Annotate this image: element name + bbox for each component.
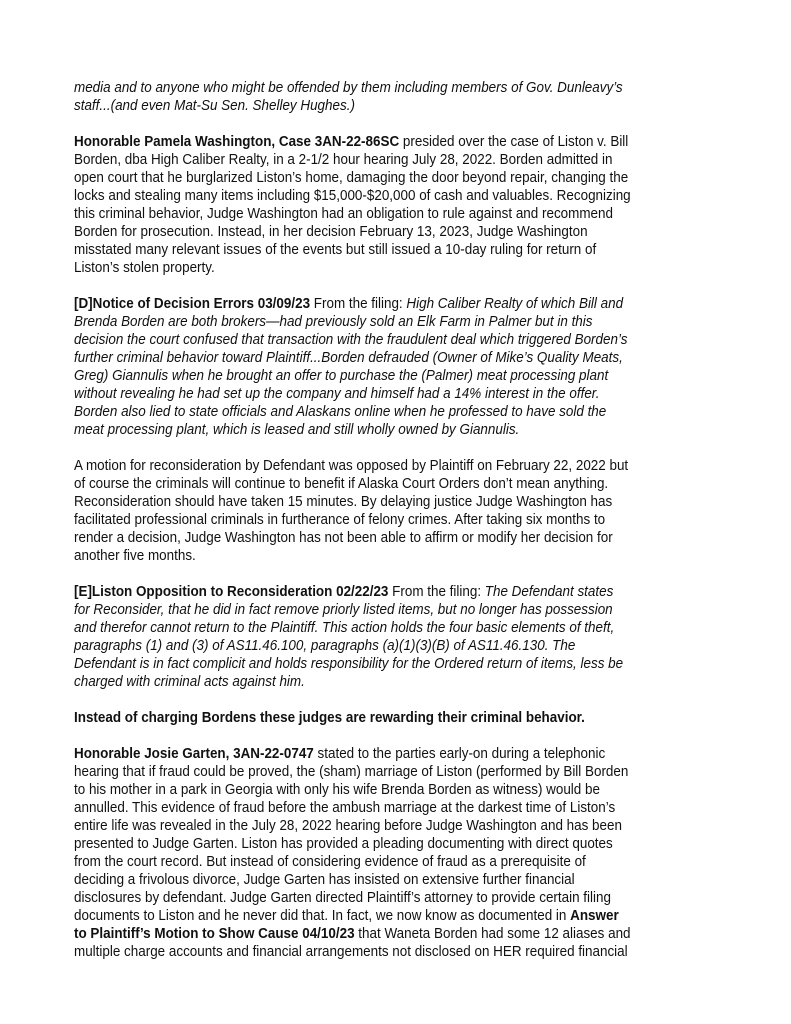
text-line bbox=[74, 349, 631, 367]
italic-quote-text: further criminal behavior toward Plaintiff...Borden defrauded (Owner of Mike’s Quality Meats, bbox=[74, 349, 623, 366]
body-text: facilitated professional criminals in furtherance of felony crimes. After taking six months to bbox=[74, 511, 606, 528]
paragraph-media-continuation bbox=[74, 79, 631, 115]
text-line bbox=[74, 781, 631, 799]
text-line bbox=[74, 331, 631, 349]
text-line bbox=[74, 475, 631, 493]
body-text: render a decision, Judge Washington has not been able to affirm or modify her decision for bbox=[74, 529, 613, 546]
body-text: Reconsideration should have taken 15 minutes. By delaying justice Judge Washington has bbox=[74, 493, 613, 510]
italic-quote-text: Borden also lied to state officials and Alaskans online when he professed to have sold the bbox=[74, 403, 607, 420]
text-line bbox=[74, 223, 631, 241]
body-text: to his mother in a park in Georgia with only his wife Brenda Borden as witness) would be bbox=[74, 781, 600, 798]
bold-text: [E]Liston Opposition to Reconsideration 02/22/23 bbox=[74, 583, 389, 600]
text-line bbox=[74, 835, 631, 853]
italic-quote-text: without revealing he had set up the company and himself had a 14% interest in the offer. bbox=[74, 385, 600, 402]
italic-quote-text: High Caliber Realty of which Bill and bbox=[406, 295, 624, 312]
body-text: deciding a frivolous divorce, Judge Garten has insisted on extensive further financial bbox=[74, 871, 575, 888]
text-line bbox=[74, 421, 631, 439]
body-text: presided over the case of Liston v. Bill bbox=[399, 133, 629, 150]
body-text: stated to the parties early-on during a telephonic bbox=[313, 745, 606, 762]
text-line bbox=[74, 583, 631, 601]
text-line bbox=[74, 943, 631, 961]
text-line bbox=[74, 817, 631, 835]
text-line bbox=[74, 925, 631, 943]
text-line bbox=[74, 871, 631, 889]
body-text: disclosures by defendant. Judge Garten directed Plaintiff’s attorney to provide certain filing bbox=[74, 889, 611, 906]
text-line bbox=[74, 151, 631, 169]
italic-quote-text: Defendant is in fact complicit and holds responsibility for the Ordered return of items, less be bbox=[74, 655, 624, 672]
text-line bbox=[74, 367, 631, 385]
text-line bbox=[74, 709, 631, 727]
body-text: annulled. This evidence of fraud before the ambush marriage at the darkest time of Liston’s bbox=[74, 799, 616, 816]
bold-text: to Plaintiff’s Motion to Show Cause 04/10/23 bbox=[74, 925, 355, 942]
bold-text: Instead of charging Bordens these judges are rewarding their criminal behavior. bbox=[74, 709, 585, 726]
text-line bbox=[74, 511, 631, 529]
text-line bbox=[74, 457, 631, 475]
paragraph-motion-for-reconsideration bbox=[74, 457, 631, 565]
text-line bbox=[74, 529, 631, 547]
text-line bbox=[74, 133, 631, 151]
body-text: hearing that if fraud could be proved, the (sham) marriage of Liston (performed by Bill Borden bbox=[74, 763, 629, 780]
bold-text: Honorable Pamela Washington, Case 3AN-22-86SC bbox=[74, 133, 400, 150]
text-line bbox=[74, 97, 631, 115]
body-text: From the filing: bbox=[310, 295, 407, 312]
body-text: Borden for prosecution. Instead, in her decision February 13, 2023, Judge Washington bbox=[74, 223, 588, 240]
italic-quote-text: for Reconsider, that he did in fact remove priorly listed items, but no longer has possession bbox=[74, 601, 613, 618]
text-line bbox=[74, 295, 631, 313]
text-line bbox=[74, 241, 631, 259]
body-text: Liston’s stolen property. bbox=[74, 259, 215, 276]
paragraph-notice-of-decision-errors bbox=[74, 295, 631, 439]
body-text: A motion for reconsideration by Defendant was opposed by Plaintiff on February 22, 2022 but bbox=[74, 457, 629, 474]
paragraph-rewarding-statement bbox=[74, 709, 631, 727]
body-text: presented to Judge Garten. Liston has provided a pleading documenting with direct quotes bbox=[74, 835, 613, 852]
text-line bbox=[74, 799, 631, 817]
text-line bbox=[74, 547, 631, 565]
text-line bbox=[74, 259, 631, 277]
text-line bbox=[74, 313, 631, 331]
text-line bbox=[74, 619, 631, 637]
italic-quote-text: paragraphs (1) and (3) of AS11.46.100, paragraphs (a)(1)(3)(B) of AS11.46.130. The bbox=[74, 637, 576, 654]
text-line bbox=[74, 853, 631, 871]
body-text: open court that he burglarized Liston’s home, damaging the door beyond repair, changing the bbox=[74, 169, 629, 186]
text-line bbox=[74, 889, 631, 907]
text-line bbox=[74, 403, 631, 421]
paragraph-judge-garten bbox=[74, 745, 631, 961]
italic-quote-text: Greg) Giannulis when he brought an offer to purchase the (Palmer) meat processing plant bbox=[74, 367, 609, 384]
body-text: another five months. bbox=[74, 547, 196, 564]
italic-quote-text: media and to anyone who might be offended by them including members of Gov. Dunleavy’s bbox=[74, 79, 623, 96]
body-text: Borden, dba High Caliber Realty, in a 2-1/2 hour hearing July 28, 2022. Borden admitted in bbox=[74, 151, 613, 168]
body-text: From the filing: bbox=[388, 583, 485, 600]
text-line bbox=[74, 385, 631, 403]
body-text: entire life was revealed in the July 28, 2022 hearing before Judge Washington and has been bbox=[74, 817, 622, 834]
italic-quote-text: The Defendant states bbox=[484, 583, 614, 600]
italic-quote-text: staff...(and even Mat-Su Sen. Shelley Hughes.) bbox=[74, 97, 355, 114]
text-line bbox=[74, 763, 631, 781]
body-text: from the court record. But instead of considering evidence of fraud as a prerequisite of bbox=[74, 853, 586, 870]
text-line bbox=[74, 169, 631, 187]
italic-quote-text: and therefor cannot return to the Plaintiff. This action holds the four basic elements of theft, bbox=[74, 619, 615, 636]
body-text: misstated many relevant issues of the events but still issued a 10-day ruling for return of bbox=[74, 241, 597, 258]
italic-quote-text: meat processing plant, which is leased and still wholly owned by Giannulis. bbox=[74, 421, 520, 438]
paragraph-judge-washington bbox=[74, 133, 631, 277]
text-line bbox=[74, 655, 631, 673]
text-line bbox=[74, 601, 631, 619]
text-line bbox=[74, 493, 631, 511]
body-text: locks and stealing many items including $15,000-$20,000 of cash and valuables. Recognizing bbox=[74, 187, 631, 204]
bold-text: Honorable Josie Garten, 3AN-22-0747 bbox=[74, 745, 314, 762]
text-line bbox=[74, 187, 631, 205]
text-line bbox=[74, 79, 631, 97]
paragraph-liston-opposition bbox=[74, 583, 631, 691]
body-text: that Waneta Borden had some 12 aliases and bbox=[354, 925, 631, 942]
body-text: of course the criminals will continue to benefit if Alaska Court Orders don’t mean anything. bbox=[74, 475, 609, 492]
text-line bbox=[74, 205, 631, 223]
text-line bbox=[74, 745, 631, 763]
body-text: documents to Liston and he never did that. In fact, we now know as documented in bbox=[74, 907, 571, 924]
document-page bbox=[74, 79, 631, 979]
text-line bbox=[74, 907, 631, 925]
body-text: multiple charge accounts and financial arrangements not disclosed on HER required financial bbox=[74, 943, 628, 960]
italic-quote-text: decision the court confused that transaction with the fraudulent deal which triggered Borden’s bbox=[74, 331, 628, 348]
bold-text: [D]Notice of Decision Errors 03/09/23 bbox=[74, 295, 311, 312]
italic-quote-text: charged with criminal acts against him. bbox=[74, 673, 305, 690]
body-text: this criminal behavior, Judge Washington had an obligation to rule against and recommend bbox=[74, 205, 613, 222]
italic-quote-text: Brenda Borden are both brokers—had previously sold an Elk Farm in Palmer but in this bbox=[74, 313, 593, 330]
bold-text: Answer bbox=[570, 907, 619, 924]
text-line bbox=[74, 673, 631, 691]
text-line bbox=[74, 637, 631, 655]
